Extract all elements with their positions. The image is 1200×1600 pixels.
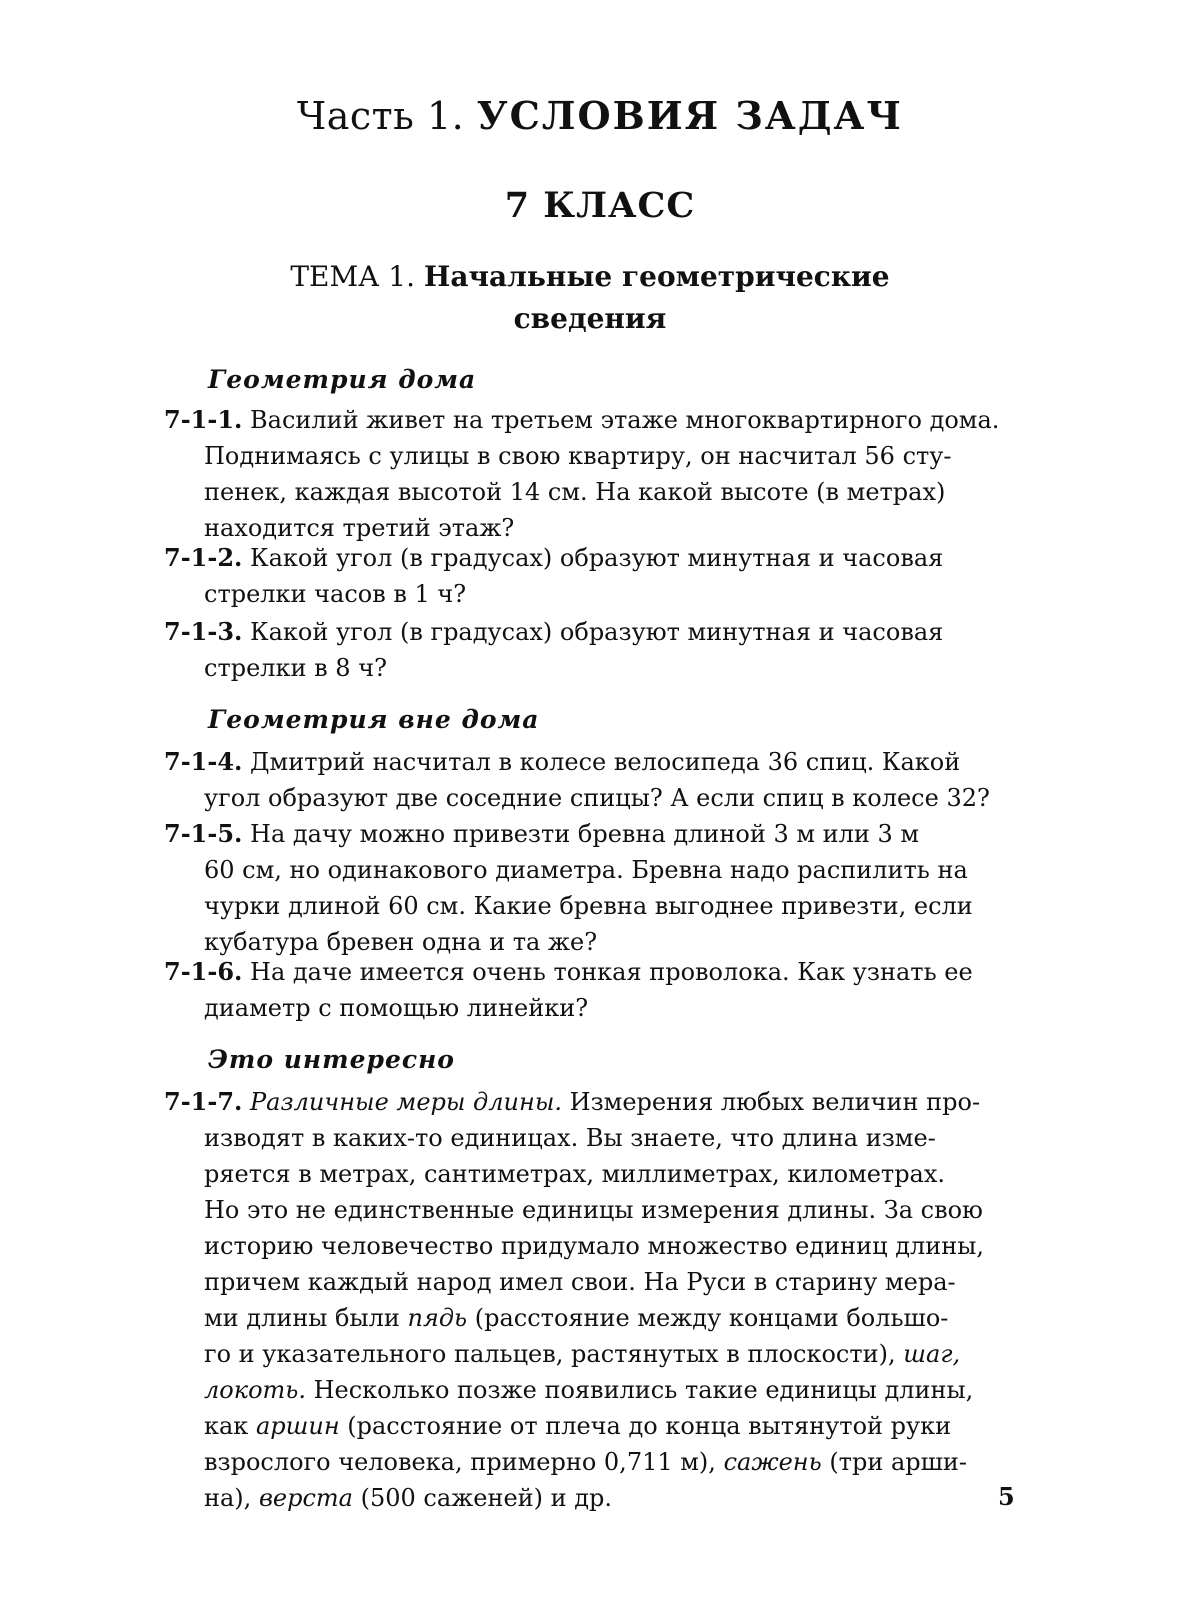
task-number: 7-1-5. [164,819,243,848]
task-7-1-6 [164,954,1016,1026]
task-line [164,1084,1016,1120]
theme-heading [240,256,940,340]
task-text: взрослого человека, примерно 0,711 м), [204,1448,716,1476]
task-line [164,954,1016,990]
task-line: стрелки часов в 1 ч? [204,580,467,608]
part-title [0,88,1200,144]
task-line: пенек, каждая высотой 14 см. На какой высоте (в метрах) [204,478,946,506]
task-line: находится третий этаж? [204,514,515,542]
task-line [164,540,1016,576]
task-7-1-5 [164,816,1016,960]
part-title-main: УСЛОВИЯ ЗАДАЧ [476,93,904,138]
task-number: 7-1-4. [164,747,243,776]
task-line [164,1372,1016,1408]
term-shag: шаг, [903,1340,961,1368]
task-line: 60 см, но одинакового диаметра. Бревна надо распилить на [204,856,968,884]
theme-lead: ТЕМА 1. [290,260,415,293]
task-number: 7-1-1. [164,405,243,434]
task-number: 7-1-6. [164,957,243,986]
task-text: Какой угол (в градусах) образуют минутная и часовая [250,618,944,646]
task-text: Какой угол (в градусах) образуют минутная и часовая [250,544,944,572]
task-subtitle: Различные меры длины. [250,1088,562,1116]
task-text: го и указательного пальцев, растянутых в плоскости), [204,1340,896,1368]
term-pyad: пядь [407,1304,468,1332]
task-line [164,1444,1016,1480]
page-number: 5 [998,1482,1015,1511]
part-title-lead: Часть 1. [296,94,465,138]
task-text: как [204,1412,249,1440]
task-text: Измерения любых величин про- [569,1088,981,1116]
task-line: изводят в каких-то единицах. Вы знаете, что длина изме- [204,1124,936,1152]
task-number: 7-1-7. [164,1087,243,1116]
task-7-1-2 [164,540,1016,612]
task-number: 7-1-3. [164,617,243,646]
task-text: (расстояние от плеча до конца вытянутой руки [347,1412,952,1440]
section-heading-home: Геометрия дома [208,365,477,394]
task-line: Поднимаясь с улицы в свою квартиру, он насчитал 56 сту- [204,442,952,470]
task-number: 7-1-2. [164,543,243,572]
task-line: стрелки в 8 ч? [204,654,387,682]
task-text: ми длины были [204,1304,400,1332]
task-line [164,1336,1016,1372]
grade-heading: 7 КЛАСС [504,185,696,226]
theme-main-line-1: Начальные геометрические [423,260,890,293]
section-heading-outdoors: Геометрия вне дома [208,705,540,734]
task-text: (расстояние между концами большо- [474,1304,949,1332]
task-line [164,402,1016,438]
task-line: угол образуют две соседние спицы? А если спиц в колесе 32? [204,784,990,812]
task-line [164,1480,1016,1516]
term-lokot: локоть. [204,1376,306,1404]
task-text: (500 саженей) и др. [360,1484,613,1512]
task-line [164,816,1016,852]
theme-main-line-2: сведения [513,302,667,335]
section-heading-interesting: Это интересно [208,1045,455,1074]
task-line [164,1408,1016,1444]
task-7-1-4 [164,744,1016,816]
task-text: Несколько позже появились такие единицы длины, [313,1376,974,1404]
task-line: чурки длиной 60 см. Какие бревна выгоднее привезти, если [204,892,973,920]
term-sazhen: сажень [723,1448,822,1476]
task-text: На даче имеется очень тонкая проволока. Как узнать ее [250,958,973,986]
task-text: (три арши- [829,1448,968,1476]
task-text: На дачу можно привезти бревна длиной 3 м или 3 м [250,820,920,848]
task-line: Но это не единственные единицы измерения длины. За свою [204,1196,983,1224]
task-line: кубатура бревен одна и та же? [204,928,598,956]
task-line: ряется в метрах, сантиметрах, миллиметрах, километрах. [204,1160,946,1188]
task-line: диаметр с помощью линейки? [204,994,589,1022]
term-arshin: аршин [255,1412,340,1440]
task-line [164,744,1016,780]
task-text: на), [204,1484,252,1512]
task-7-1-3 [164,614,1016,686]
task-text: Василий живет на третьем этаже многоквартирного дома. [250,406,1000,434]
task-7-1-1 [164,402,1016,546]
task-line [164,614,1016,650]
term-versta: верста [258,1484,353,1512]
task-text: Дмитрий насчитал в колесе велосипеда 36 спиц. Какой [250,748,961,776]
task-line [164,1300,1016,1336]
task-7-1-7 [164,1084,1016,1516]
task-line: причем каждый народ имел свои. На Руси в старину мера- [204,1268,956,1296]
task-line: историю человечество придумало множество единиц длины, [204,1232,984,1260]
